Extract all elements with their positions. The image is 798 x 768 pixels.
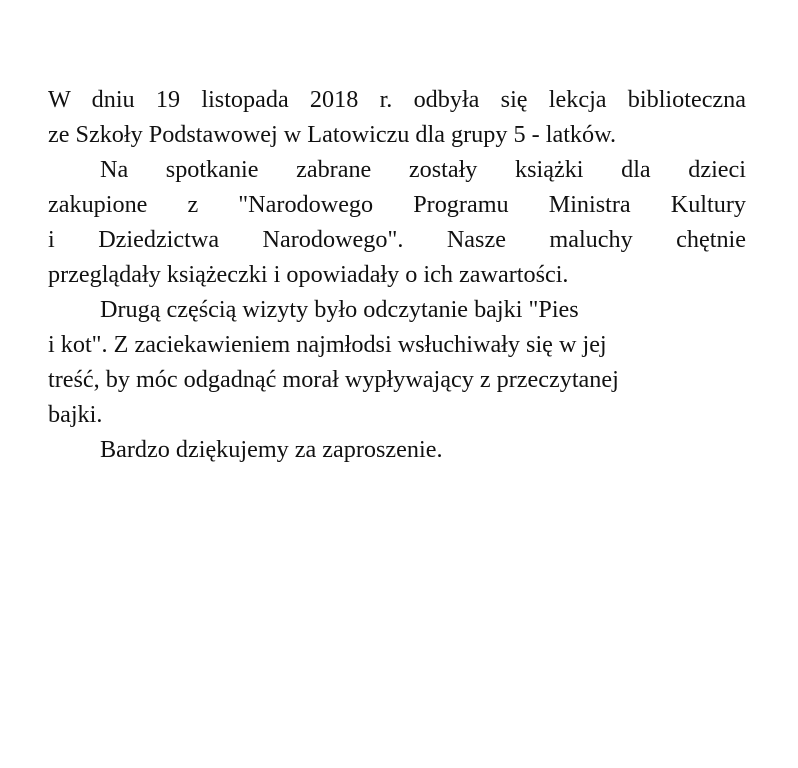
text-line: i kot". Z zaciekawieniem najmłodsi wsłuchiwały się w jej	[48, 331, 607, 358]
text-line: Bardzo dziękujemy za zaproszenie.	[100, 436, 443, 463]
text-line: ze Szkoły Podstawowej w Latowiczu dla grupy 5 - latków.	[48, 121, 617, 148]
document-body	[48, 82, 746, 467]
text-line: W dniu 19 listopada 2018 r. odbyła się lekcja biblioteczna	[48, 86, 746, 113]
text-line: i Dziedzictwa Narodowego". Nasze maluchy chętnie	[48, 226, 746, 253]
text-line: przeglądały książeczki i opowiadały o ich zawartości.	[48, 261, 569, 288]
text-line: Na spotkanie zabrane zostały książki dla dzieci	[100, 156, 746, 183]
text-line: Drugą częścią wizyty było odczytanie bajki "Pies	[100, 296, 579, 323]
text-line: zakupione z "Narodowego Programu Ministra Kultury	[48, 191, 746, 218]
text-line: bajki.	[48, 401, 103, 428]
text-line: treść, by móc odgadnąć morał wypływający z przeczytanej	[48, 366, 619, 393]
